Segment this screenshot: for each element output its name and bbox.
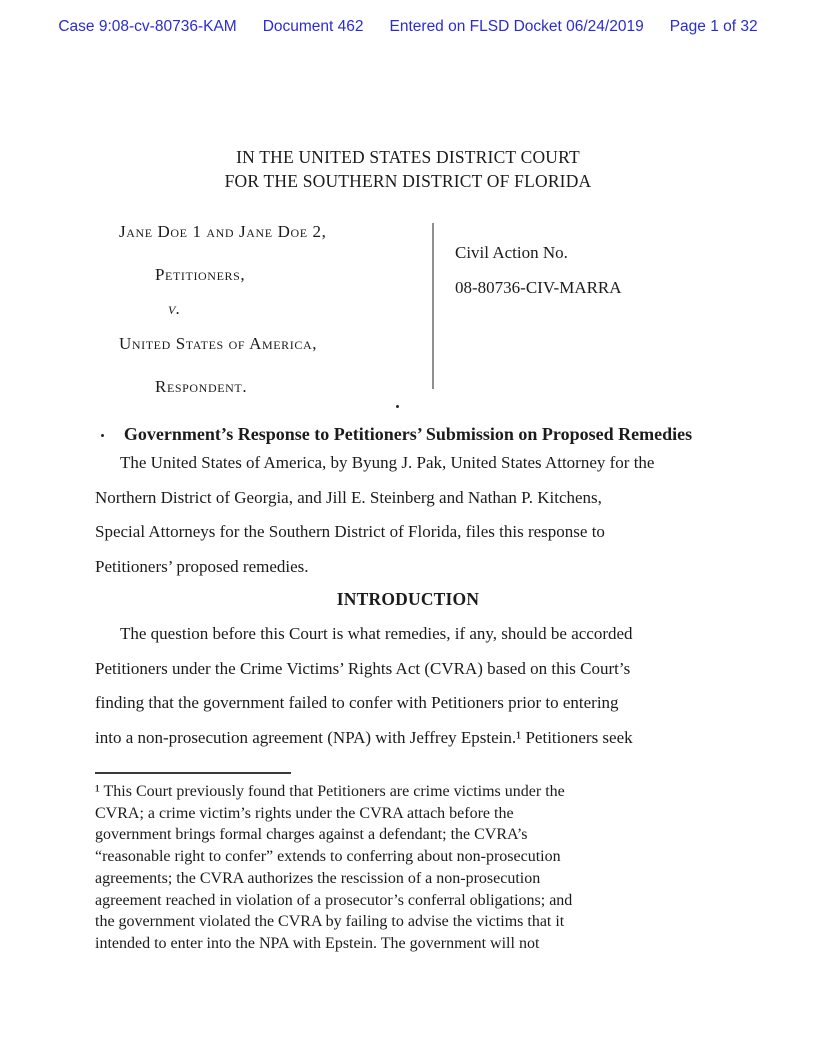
caption-respondent-name: United States of America, xyxy=(119,334,318,353)
caption-petitioner-names: Jane Doe 1 and Jane Doe 2, xyxy=(119,222,327,241)
text-line: Special Attorneys for the Southern District of Florida, files this response to xyxy=(95,522,605,541)
caption-petitioners-label: Petitioners, xyxy=(155,265,246,284)
text-line: finding that the government failed to confer with Petitioners prior to entering xyxy=(95,693,619,712)
court-title xyxy=(0,146,816,193)
text-line: CVRA; a crime victim’s rights under the CVRA attach before the xyxy=(95,804,514,822)
civil-action-label: Civil Action No. xyxy=(455,243,568,262)
text-line: Petitioners’ proposed remedies. xyxy=(95,556,309,576)
scan-artifact-dot xyxy=(396,405,399,408)
court-title-line-1: IN THE UNITED STATES DISTRICT COURT xyxy=(236,147,580,167)
court-title-line-2: FOR THE SOUTHERN DISTRICT OF FLORIDA xyxy=(224,170,592,191)
text-line: agreement reached in violation of a prosecutor’s conferral obligations; and xyxy=(95,891,573,909)
text-line: Case 9:08-cv-80736-KAM xyxy=(58,18,237,35)
text-line: The question before this Court is what remedies, if any, should be accorded xyxy=(120,624,633,643)
text-line: The United States of America, by Byung J. Pak, United States Attorney for the xyxy=(120,453,655,472)
paragraph-attorneys xyxy=(95,446,723,584)
footnote-1 xyxy=(95,781,727,955)
text-line: Petitioners under the Crime Victims’ Rights Act (CVRA) based on this Court’s xyxy=(95,658,631,678)
text-line: into a non-prosecution agreement (NPA) with Jeffrey Epstein.¹ Petitioners seek xyxy=(95,727,633,747)
text-line: Entered on FLSD Docket 06/24/2019 xyxy=(389,18,644,35)
text-line: the government violated the CVRA by failing to advise the victims that it xyxy=(95,913,565,931)
introduction-heading: INTRODUCTION xyxy=(336,589,480,609)
text-line: intended to enter into the NPA with Epstein. The government will not xyxy=(95,934,540,952)
footnote-separator-line xyxy=(95,772,291,774)
text-line: “reasonable right to confer” extends to conferring about non-prosecution xyxy=(95,848,561,866)
text-line: Northern District of Georgia, and Jill E. Steinberg and Nathan P. Kitchens, xyxy=(95,487,602,507)
text-line: Document 462 xyxy=(262,18,364,35)
text-line: Page 1 of 32 xyxy=(669,18,758,35)
civil-action-number: 08-80736-CIV-MARRA xyxy=(455,278,622,297)
text-line: government brings formal charges against a defendant; the CVRA’s xyxy=(95,826,528,844)
paragraph-introduction xyxy=(95,617,723,755)
caption-versus: v. xyxy=(168,299,181,318)
docket-stamp-header xyxy=(0,18,816,36)
text-line: agreements; the CVRA authorizes the rescission of a non-prosecution xyxy=(95,869,541,887)
caption-vertical-divider xyxy=(432,223,434,389)
document-title: Government’s Response to Petitioners’ Submission on Proposed Remedies xyxy=(123,424,693,444)
text-line: ¹ This Court previously found that Petitioners are crime victims under the xyxy=(95,783,565,800)
case-caption xyxy=(95,220,735,410)
caption-respondent-label: Respondent. xyxy=(155,377,248,396)
